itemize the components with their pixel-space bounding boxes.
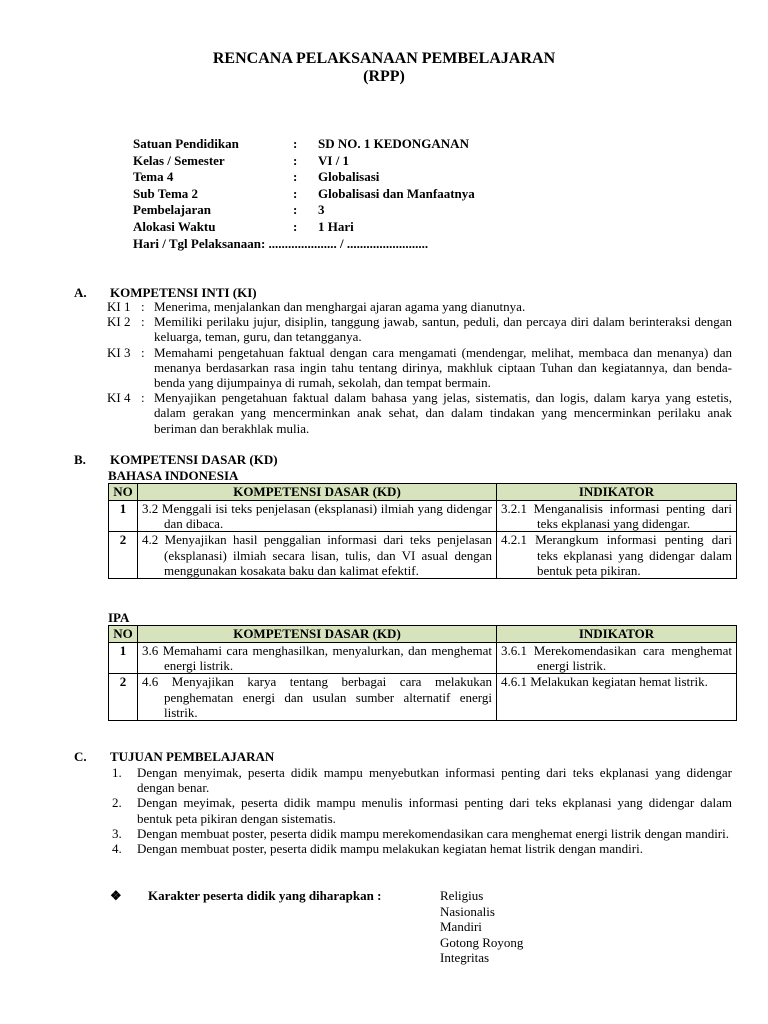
table-header-row (109, 626, 737, 643)
ki-label: KI 3 (107, 344, 131, 360)
ki-item (107, 345, 732, 391)
identity-label: Satuan Pendidikan (133, 136, 239, 151)
indikator-text: 3.2.1 Menganalisis informasi penting dari teks ekplanasi yang didengar. (501, 501, 732, 532)
column-header: NO (109, 484, 138, 501)
column-header: INDIKATOR (497, 626, 737, 643)
identity-value: VI / 1 (318, 152, 350, 168)
identity-label: Pembelajaran (133, 202, 211, 218)
identity-value: 1 Hari (318, 218, 354, 234)
kd-cell (138, 674, 497, 721)
ki-separator: : (141, 314, 145, 330)
section-b-title: KOMPETENSI DASAR (KD) (110, 452, 278, 467)
karakter-value: Gotong Royong (440, 934, 524, 950)
kd-table-ipa (108, 625, 737, 721)
section-a-letter: A. (74, 285, 87, 300)
identity-value: Globalisasi dan Manfaatnya (318, 185, 475, 201)
karakter-label: Karakter peserta didik yang diharapkan : (148, 888, 382, 903)
diamond-bullet-icon: ❖ (110, 888, 122, 903)
ki-separator: : (141, 390, 145, 406)
column-header: KOMPETENSI DASAR (KD) (138, 626, 497, 643)
subject-heading: BAHASA INDONESIA (108, 468, 239, 483)
table-header-row (109, 484, 737, 501)
table-row (109, 674, 737, 721)
karakter-values (440, 888, 523, 966)
tujuan-number: 2. (112, 795, 122, 811)
identity-label: Sub Tema 2 (133, 185, 199, 201)
section-b-letter: B. (74, 452, 86, 467)
identity-separator: : (293, 185, 298, 201)
indikator-cell (497, 643, 737, 674)
ki-list (107, 299, 732, 436)
section-c-title: TUJUAN PEMBELAJARAN (110, 749, 275, 764)
row-number: 1 (109, 643, 138, 674)
table-row (109, 501, 737, 532)
kd-table-bahasa (108, 483, 737, 579)
subject-heading: IPA (108, 610, 130, 625)
section-c-letter: C. (74, 749, 87, 764)
kd-text: 3.2 Menggali isi teks penjelasan (eksplanasi) ilmiah yang didengar dan dibaca. (142, 501, 492, 532)
kd-text: 4.2 Menyajikan hasil penggalian informasi dari teks penjelasan (eksplanasi) ilmiah secara lisan, tulis, dan VI asual dengan menggunakan kosakata baku dan kalimat efektif. (142, 532, 492, 578)
identity-label: Alokasi Waktu (133, 218, 216, 234)
identity-date: Hari / Tgl Pelaksanaan: ..................... / ......................... (133, 235, 429, 251)
row-number: 2 (109, 674, 138, 721)
row-number: 2 (109, 532, 138, 579)
ki-text: Memiliki perilaku jujur, disiplin, tanggung jawab, santun, peduli, dan percaya diri dalam berinteraksi dengan keluarga, teman, guru, dan tetangganya. (154, 314, 732, 345)
kd-cell (138, 643, 497, 674)
tujuan-number: 1. (112, 765, 122, 780)
ki-text: Menerima, menjalankan dan menghargai ajaran agama yang dianutnya. (154, 299, 526, 314)
tujuan-item (112, 826, 732, 841)
identity-label: Kelas / Semester (133, 152, 225, 168)
ki-item (107, 299, 732, 314)
row-number: 1 (109, 501, 138, 532)
ki-text: Menyajikan pengetahuan faktual dalam bahasa yang jelas, sistematis, dan logis, dalam karya yang estetis, dalam gerakan yang mencerminkan anak sehat, dan dalam tindakan yang mencerminkan perilaku anak beriman dan berakhlak mulia. (154, 390, 732, 436)
tujuan-number: 4. (112, 841, 122, 857)
indikator-cell (497, 532, 737, 579)
ki-text: Memahami pengetahuan faktual dengan cara mengamati (mendengar, melihat, membaca dan menanya) dan menanya berdasarkan rasa ingin tahu tentang dirinya, makhluk ciptaan Tuhan dan kegiatannya, dan benda-benda yang dijumpainya di rumah, sekolah, dan tempat bermain. (154, 344, 732, 391)
ki-item (107, 390, 732, 436)
tujuan-text: Dengan meyimak, peserta didik mampu menulis informasi penting dari teks ekplanasi yang didengar dalam bentuk peta pikiran dengan sistematis. (137, 795, 732, 826)
ki-separator: : (141, 299, 145, 314)
karakter-value: Mandiri (440, 919, 482, 934)
kd-text: 3.6 Memahami cara menghasilkan, menyalurkan, dan menghemat energi listrik. (142, 643, 492, 674)
identity-value: Globalisasi (318, 169, 380, 185)
tujuan-text: Dengan membuat poster, peserta didik mampu melakukan kegiatan hemat listrik dengan mandiri. (137, 841, 643, 857)
karakter-value: Religius (440, 888, 484, 903)
ki-item (107, 314, 732, 344)
column-header: INDIKATOR (497, 484, 737, 501)
kd-text: 4.6 Menyajikan karya tentang berbagai cara melakukan penghematan energi dan usulan sumber alternatif energi listrik. (142, 674, 492, 720)
ki-label: KI 1 (107, 299, 131, 314)
identity-value: SD NO. 1 KEDONGANAN (318, 136, 469, 151)
tujuan-text: Dengan membuat poster, peserta didik mampu merekomendasikan cara menghemat energi listrik dengan mandiri. (137, 825, 729, 841)
identity-separator: : (293, 169, 298, 185)
kd-cell (138, 501, 497, 532)
document-subtitle: (RPP) (363, 68, 405, 85)
identity-separator: : (293, 218, 298, 234)
column-header: NO (109, 626, 138, 643)
tujuan-item (112, 841, 732, 856)
identity-label: Tema 4 (133, 169, 174, 185)
tujuan-number: 3. (112, 825, 122, 841)
identity-value: 3 (318, 202, 325, 218)
ki-label: KI 4 (107, 390, 131, 406)
tujuan-item (112, 765, 732, 795)
document-title: RENCANA PELAKSANAAN PEMBELAJARAN (212, 50, 556, 67)
identity-separator: : (293, 152, 298, 168)
indikator-text: 4.6.1 Melakukan kegiatan hemat listrik. (501, 674, 708, 690)
ki-separator: : (141, 344, 145, 360)
tujuan-text: Dengan menyimak, peserta didik mampu menyebutkan informasi penting dari teks ekplanasi yang didengar dengan benar. (137, 765, 732, 796)
kd-cell (138, 532, 497, 579)
karakter-value: Nasionalis (440, 903, 495, 919)
indikator-text: 3.6.1 Merekomendasikan cara menghemat energi listrik. (501, 643, 732, 674)
identity-separator: : (293, 202, 298, 218)
ki-label: KI 2 (107, 314, 131, 330)
tujuan-list (112, 765, 732, 856)
indikator-cell (497, 501, 737, 532)
tujuan-item (112, 795, 732, 825)
indikator-cell (497, 674, 737, 721)
section-a-title: KOMPETENSI INTI (KI) (110, 285, 257, 300)
table-row (109, 643, 737, 674)
identity-separator: : (293, 136, 298, 151)
karakter-value: Integritas (440, 950, 490, 965)
table-row (109, 532, 737, 579)
indikator-text: 4.2.1 Merangkum informasi penting dari teks ekplanasi yang didengar dalam bentuk peta pikiran. (501, 532, 732, 578)
column-header: KOMPETENSI DASAR (KD) (138, 484, 497, 501)
